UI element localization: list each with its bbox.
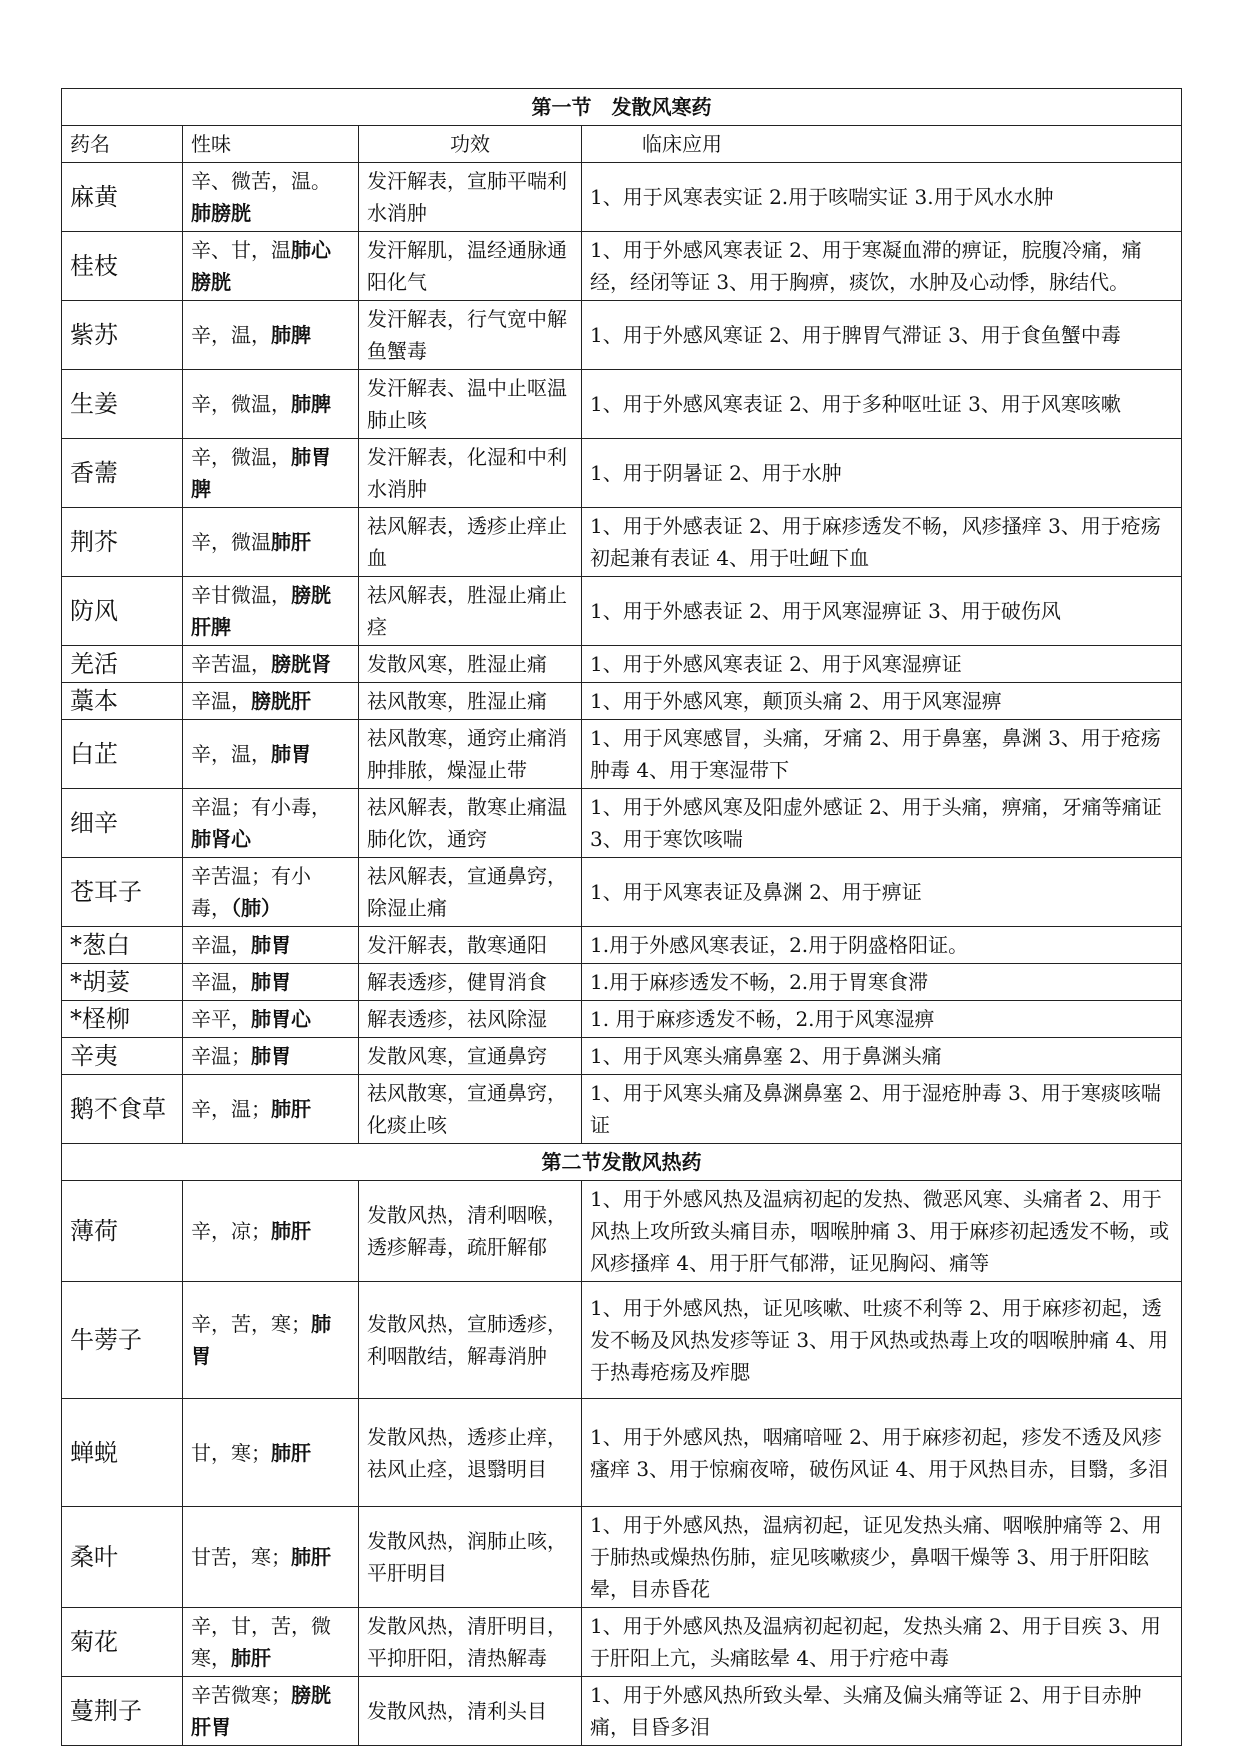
herb-name: 藁本	[62, 683, 183, 720]
herb-usage: 1、用于风寒表证及鼻渊 2、用于痹证	[582, 858, 1182, 927]
meridian-text: 肺肝	[271, 1440, 311, 1465]
herb-usage: 1、用于外感风寒表证 2、用于多种呕吐证 3、用于风寒咳嗽	[582, 370, 1182, 439]
herb-name: 紫苏	[62, 301, 183, 370]
herb-taste	[183, 370, 359, 439]
herb-effect: 发汗解肌，温经通脉通阳化气	[359, 232, 582, 301]
taste-text: 辛，微温，	[191, 392, 291, 416]
taste-text: 甘苦，寒；	[191, 1545, 291, 1569]
herb-usage: 1、用于外感风热，温病初起，证见发热头痛、咽喉肿痛等 2、用于肺热或燥热伤肺，症见咳嗽痰少，鼻咽干燥等 3、用于肝阳眩晕，目赤昏花	[582, 1507, 1182, 1608]
herb-usage: 1、用于外感风热，证见咳嗽、吐痰不利等 2、用于麻疹初起，透发不畅及风热发疹等证 3、用于风热或热毒上攻的咽喉肿痛 4、用于热毒疮疡及痄腮	[582, 1282, 1182, 1399]
herb-effect: 祛风散寒，通窍止痛消肿排脓，燥湿止带	[359, 720, 582, 789]
herb-taste	[183, 301, 359, 370]
table-row	[62, 577, 1182, 646]
table-row	[62, 1677, 1182, 1746]
herb-usage: 1、用于阴暑证 2、用于水肿	[582, 439, 1182, 508]
meridian-text: 肺肝	[271, 1219, 311, 1243]
herb-effect: 发散风热，透疹止痒，祛风止痉，退翳明目	[359, 1399, 582, 1507]
section-title-row	[62, 89, 1182, 126]
table-row	[62, 964, 1182, 1001]
table-row	[62, 1038, 1182, 1075]
herb-usage: 1、用于外感风寒表证 2、用于风寒湿痹证	[582, 646, 1182, 683]
table-row	[62, 1181, 1182, 1282]
taste-text: 辛温，	[191, 933, 251, 957]
meridian-text: 肺胃	[251, 933, 291, 957]
herb-taste	[183, 683, 359, 720]
document-page	[61, 88, 1181, 1746]
taste-text: 辛温，	[191, 689, 251, 713]
herb-taste	[183, 577, 359, 646]
herb-usage: 1、用于外感风寒及阳虚外感证 2、用于头痛，痹痛，牙痛等痛证 3、用于寒饮咳喘	[582, 789, 1182, 858]
herb-name: 菊花	[62, 1608, 183, 1677]
taste-text: 辛甘微温，	[191, 583, 291, 607]
table-row	[62, 1001, 1182, 1038]
table-row	[62, 163, 1182, 232]
meridian-text: 肺肝	[291, 1545, 331, 1569]
herb-taste	[183, 439, 359, 508]
table-row	[62, 1282, 1182, 1399]
herb-effect: 发散风寒，胜湿止痛	[359, 646, 582, 683]
table-row	[62, 1075, 1182, 1144]
section-title-row	[62, 1144, 1182, 1181]
herb-usage: 1、用于风寒表实证 2.用于咳喘实证 3.用于风水水肿	[582, 163, 1182, 232]
herb-name: 荆芥	[62, 508, 183, 577]
herb-name: 细辛	[62, 789, 183, 858]
herb-name: 鹅不食草	[62, 1075, 183, 1144]
header-taste: 性味	[183, 126, 359, 163]
herb-name: 香薷	[62, 439, 183, 508]
table-row	[62, 508, 1182, 577]
herb-usage: 1、用于风寒头痛鼻塞 2、用于鼻渊头痛	[582, 1038, 1182, 1075]
header-row	[62, 126, 1182, 163]
herb-usage: 1、用于外感表证 2、用于麻疹透发不畅，风疹搔痒 3、用于疮疡初起兼有表证 4、用于吐衄下血	[582, 508, 1182, 577]
herb-effect: 发散风热，清利头目	[359, 1677, 582, 1746]
herb-effect: 解表透疹，健胃消食	[359, 964, 582, 1001]
herb-taste	[183, 1282, 359, 1399]
meridian-text: 肺胃心	[251, 1007, 311, 1031]
header-name: 药名	[62, 126, 183, 163]
herb-effect: 祛风散寒，宣通鼻窍，化痰止咳	[359, 1075, 582, 1144]
section-title: 第一节 发散风寒药	[62, 89, 1182, 126]
herb-taste	[183, 1677, 359, 1746]
herb-name: *葱白	[62, 927, 183, 964]
taste-text: 辛，温；	[191, 1097, 271, 1121]
taste-text: 辛苦微寒；	[191, 1683, 291, 1707]
meridian-text: 膀胱肝胃	[191, 1683, 331, 1739]
herb-taste	[183, 964, 359, 1001]
table-row	[62, 1399, 1182, 1507]
herb-usage: 1、用于外感风热及温病初起初起，发热头痛 2、用于目疾 3、用于肝阳上亢，头痛眩晕 4、用于疔疮中毒	[582, 1608, 1182, 1677]
herb-usage: 1.用于外感风寒表证，2.用于阴盛格阳证。	[582, 927, 1182, 964]
taste-text: 辛温，	[191, 970, 251, 994]
taste-text: 辛苦温，	[191, 652, 271, 676]
herb-usage: 1、用于外感风热及温病初起的发热、微恶风寒、头痛者 2、用于风热上攻所致头痛目赤，咽喉肿痛 3、用于麻疹初起透发不畅，或风疹搔痒 4、用于肝气郁滞，证见胸闷、痛等	[582, 1181, 1182, 1282]
meridian-text: 肺胃	[251, 1044, 291, 1068]
herb-effect: 祛风解表，宣通鼻窍，除湿止痛	[359, 858, 582, 927]
herb-taste	[183, 1507, 359, 1608]
herb-taste	[183, 1181, 359, 1282]
taste-text: 甘，寒；	[191, 1440, 271, 1465]
herb-name: 桑叶	[62, 1507, 183, 1608]
herb-effect: 发汗解表、温中止呕温肺止咳	[359, 370, 582, 439]
meridian-text: 肺胃	[191, 1312, 331, 1368]
meridian-text: 膀胱肝	[251, 689, 311, 713]
herb-taste	[183, 1038, 359, 1075]
herb-taste	[183, 646, 359, 683]
herb-taste	[183, 1399, 359, 1507]
herb-usage: 1、用于风寒头痛及鼻渊鼻塞 2、用于湿疮肿毒 3、用于寒痰咳喘证	[582, 1075, 1182, 1144]
taste-text: 辛，微温	[191, 530, 271, 554]
taste-text: 辛苦温；有小毒，	[191, 864, 311, 920]
table-row	[62, 858, 1182, 927]
herb-effect: 祛风解表，透疹止痒止血	[359, 508, 582, 577]
herb-taste	[183, 1608, 359, 1677]
taste-text: 辛平，	[191, 1007, 251, 1031]
herb-usage: 1、用于外感风热，咽痛喑哑 2、用于麻疹初起，疹发不透及风疹瘙痒 3、用于惊痫夜啼，破伤风证 4、用于风热目赤，目翳，多泪	[582, 1399, 1182, 1507]
herb-usage: 1、用于外感风寒，颠顶头痛 2、用于风寒湿痹	[582, 683, 1182, 720]
herb-name: *柽柳	[62, 1001, 183, 1038]
taste-text: 辛，苦，寒；	[191, 1312, 311, 1336]
taste-text: 辛，温，	[191, 742, 271, 766]
herb-usage: 1. 用于麻疹透发不畅，2.用于风寒湿痹	[582, 1001, 1182, 1038]
herb-effect: 发散风热，清利咽喉，透疹解毒，疏肝解郁	[359, 1181, 582, 1282]
herb-taste	[183, 927, 359, 964]
meridian-text: 膀胱肾	[271, 652, 331, 676]
herb-taste	[183, 232, 359, 301]
herb-taste	[183, 858, 359, 927]
herb-name: 羌活	[62, 646, 183, 683]
table-row	[62, 232, 1182, 301]
table-row	[62, 1507, 1182, 1608]
header-effect: 功效	[359, 126, 582, 163]
table-row	[62, 1608, 1182, 1677]
taste-text: 辛温；有小毒，	[191, 795, 331, 819]
taste-text: 辛温；	[191, 1044, 251, 1068]
herb-name: 牛蒡子	[62, 1282, 183, 1399]
herb-name: 防风	[62, 577, 183, 646]
taste-text: 辛，凉；	[191, 1219, 271, 1243]
herb-effect: 发汗解表，散寒通阳	[359, 927, 582, 964]
herb-effect: 祛风散寒，胜湿止痛	[359, 683, 582, 720]
herb-taste	[183, 508, 359, 577]
table-row	[62, 789, 1182, 858]
table-row	[62, 683, 1182, 720]
herb-usage: 1、用于外感表证 2、用于风寒湿痹证 3、用于破伤风	[582, 577, 1182, 646]
meridian-text: （肺）	[231, 896, 281, 920]
herb-effect: 发汗解表，化湿和中利水消肿	[359, 439, 582, 508]
meridian-text: 肺肾心	[191, 827, 251, 851]
herb-name: 白芷	[62, 720, 183, 789]
herb-usage: 1.用于麻疹透发不畅，2.用于胃寒食滞	[582, 964, 1182, 1001]
taste-text: 辛，甘，苦，微寒，	[191, 1614, 331, 1670]
meridian-text: 肺肝	[271, 530, 311, 554]
herb-effect: 发汗解表，行气宽中解鱼蟹毒	[359, 301, 582, 370]
herb-effect: 解表透疹，祛风除湿	[359, 1001, 582, 1038]
section-title: 第二节发散风热药	[62, 1144, 1182, 1181]
herb-name: 桂枝	[62, 232, 183, 301]
herb-effect: 发散风热，宣肺透疹，利咽散结，解毒消肿	[359, 1282, 582, 1399]
meridian-text: 肺肝	[231, 1646, 271, 1670]
herb-name: 麻黄	[62, 163, 183, 232]
herb-table	[61, 88, 1182, 1746]
herb-usage: 1、用于外感风寒表证 2、用于寒凝血滞的痹证，脘腹冷痛，痛经，经闭等证 3、用于胸痹，痰饮，水肿及心动悸，脉结代。	[582, 232, 1182, 301]
table-row	[62, 301, 1182, 370]
meridian-text: 肺膀胱	[191, 201, 251, 225]
herb-name: 蝉蜕	[62, 1399, 183, 1507]
meridian-text: 肺脾	[271, 323, 311, 347]
table-row	[62, 927, 1182, 964]
herb-name: 薄荷	[62, 1181, 183, 1282]
herb-taste	[183, 1001, 359, 1038]
meridian-text: 肺心膀胱	[191, 238, 331, 294]
herb-effect: 发散风热，润肺止咳，平肝明目	[359, 1507, 582, 1608]
taste-text: 辛、甘，温	[191, 238, 291, 262]
herb-effect: 发散风热，清肝明目，平抑肝阳，清热解毒	[359, 1608, 582, 1677]
herb-effect: 发散风寒，宣通鼻窍	[359, 1038, 582, 1075]
table-row	[62, 646, 1182, 683]
herb-name: 生姜	[62, 370, 183, 439]
herb-name: *胡荽	[62, 964, 183, 1001]
herb-usage: 1、用于外感风热所致头晕、头痛及偏头痛等证 2、用于目赤肿痛，目昏多泪	[582, 1677, 1182, 1746]
header-usage: 临床应用	[582, 126, 1182, 163]
table-row	[62, 720, 1182, 789]
meridian-text: 肺胃脾	[191, 445, 331, 501]
herb-taste	[183, 789, 359, 858]
herb-name: 辛夷	[62, 1038, 183, 1075]
herb-taste	[183, 720, 359, 789]
herb-name: 苍耳子	[62, 858, 183, 927]
meridian-text: 肺胃	[251, 970, 291, 994]
meridian-text: 肺脾	[291, 392, 331, 416]
taste-text: 辛、微苦，温。	[191, 169, 331, 193]
herb-effect: 发汗解表，宣肺平喘利水消肿	[359, 163, 582, 232]
herb-usage: 1、用于风寒感冒，头痛，牙痛 2、用于鼻塞，鼻渊 3、用于疮疡肿毒 4、用于寒湿带下	[582, 720, 1182, 789]
herb-taste	[183, 1075, 359, 1144]
taste-text: 辛，温，	[191, 323, 271, 347]
meridian-text: 肺肝	[271, 1097, 311, 1121]
meridian-text: 肺胃	[271, 742, 311, 766]
herb-usage: 1、用于外感风寒证 2、用于脾胃气滞证 3、用于食鱼蟹中毒	[582, 301, 1182, 370]
table-row	[62, 439, 1182, 508]
herb-name: 蔓荆子	[62, 1677, 183, 1746]
meridian-text: 膀胱肝脾	[191, 583, 331, 639]
table-row	[62, 370, 1182, 439]
herb-effect: 祛风解表，散寒止痛温肺化饮，通窍	[359, 789, 582, 858]
taste-text: 辛，微温，	[191, 445, 291, 469]
herb-taste	[183, 163, 359, 232]
herb-effect: 祛风解表，胜湿止痛止痉	[359, 577, 582, 646]
